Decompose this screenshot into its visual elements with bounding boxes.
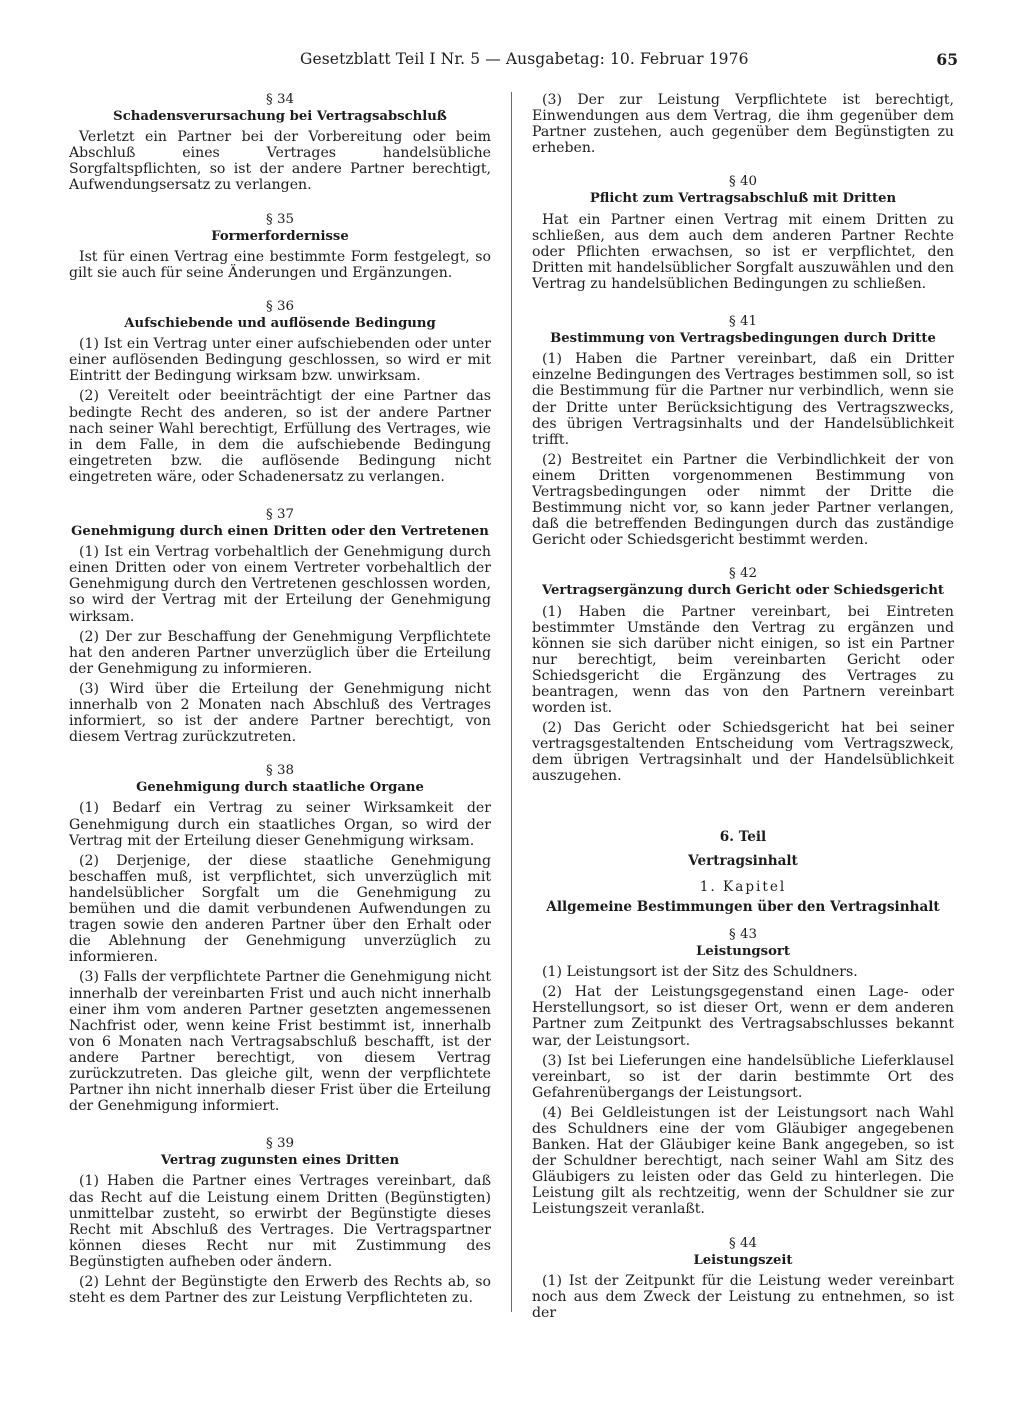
section-number: § 40 <box>729 174 757 190</box>
part-label: 6. Teil <box>719 828 767 845</box>
section-36 <box>69 299 491 485</box>
paragraph: (2) Das Gericht oder Schiedsgericht hat bei seiner vertragsgestaltenden Entscheidung vom Vertragszweck, dem übrigen Vertragsinhalt und der Handelsüblichkeit auszugehen. <box>532 720 954 785</box>
section-title: Genehmigung durch staatliche Organe <box>136 780 424 796</box>
paragraph: (1) Bedarf ein Vertrag zu seiner Wirksamkeit der Genehmigung durch ein staatliches Organ, so wird der Vertrag mit der Erteilung dieser Genehmigung wirksam. <box>69 800 491 849</box>
section-42 <box>532 566 954 784</box>
paragraph: (2) Vereitelt oder beeinträchtigt der eine Partner das bedingte Recht des anderen, so ist der andere Partner nach seiner Wahl berechtigt, Erfüllung des Vertrages, wie in dem Falle, in dem die aufschiebende Bedingung eingetreten bzw. die auflösende Bedingung nicht eingetreten wäre, oder Schadenersatz zu verlangen. <box>69 388 491 485</box>
paragraph: (3) Ist bei Lieferungen eine handelsübliche Lieferklausel vereinbart, so ist der darin bestimmte Ort des Gefahrenübergangs der Leistungsort. <box>532 1052 954 1101</box>
section-number: § 36 <box>266 298 294 314</box>
section-title: Vertrag zugunsten eines Dritten <box>160 1153 400 1169</box>
paragraph: Hat ein Partner einen Vertrag mit einem Dritten zu schließen, aus dem auch dem anderen Partner Rechte oder Pflichten erwachsen, so ist er verpflichtet, den Dritten mit handelsüblicher Sorgfalt auszuwählen und den Vertrag zu handelsüblichen Bedingungen zu schließen. <box>532 211 954 292</box>
section-title: Leistungsort <box>696 944 790 960</box>
paragraph: (1) Ist der Zeitpunkt für die Leistung weder vereinbart noch aus dem Zweck der Leistung zu entnehmen, so ist der <box>532 1272 954 1321</box>
section-37 <box>69 507 491 745</box>
right-column <box>532 92 954 1325</box>
section-38 <box>69 763 491 1114</box>
paragraph: (4) Bei Geldleistungen ist der Leistungsort nach Wahl des Schuldners eine der vom Gläubiger angegebenen Banken. Hat der Gläubiger keine Bank angegeben, so ist der Schuldner berechtigt, nach seiner Wahl am Sitz des Gläubigers zu leisten oder das Geld zu hinterlegen. Die Leistung gilt als rechtzeitig, wenn der Schuldner sie zur Leistungszeit veranlaßt. <box>532 1104 954 1218</box>
paragraph: (1) Haben die Partner vereinbart, bei Eintreten bestimmter Umstände den Vertrag zu ergänzen und können sie sich darüber nicht einigen, so ist ein Partner nur berechtigt, beim vereinbarten Gericht oder Schiedsgericht die Ergänzung des Vertrages zu beantragen, wenn das von den Partnern vereinbart worden ist. <box>532 603 954 717</box>
section-number: § 34 <box>266 92 294 107</box>
paragraph: (3) Der zur Leistung Verpflichtete ist berechtigt, Einwendungen aus dem Vertrag, die ihm gegenüber dem Partner zustehen, auch gegenüber dem Begünstigten zu erheben. <box>532 92 954 157</box>
section-title: Schadensverursachung bei Vertragsabschluß <box>113 109 447 125</box>
page-number: 65 <box>936 50 958 69</box>
section-number: § 37 <box>266 506 294 522</box>
section-number: § 44 <box>729 1235 757 1251</box>
paragraph: (3) Wird über die Erteilung der Genehmigung nicht innerhalb von 2 Monaten nach Abschluß des Vertrages informiert, so ist der andere Partner berechtigt, von diesem Vertrag zurückzutreten. <box>69 680 491 746</box>
chapter-label: 1. Kapitel <box>699 878 787 895</box>
paragraph: (2) Hat der Leistungsgegenstand einen Lage- oder Herstellungsort, so ist dieser Ort, wenn er dem anderen Partner zum Zeitpunkt des Vertragsabschlusses bekannt war, der Leistungsort. <box>532 984 954 1049</box>
paragraph: (1) Ist ein Vertrag vorbehaltlich der Genehmigung durch einen Dritten oder von einem Vertreter vorbehaltlich der Genehmigung durch den Vertretenen geschlossen worden, so wird der Vertrag mit der Erteilung der Genehmigung wirksam. <box>69 544 491 625</box>
left-column <box>69 92 491 1310</box>
section-number: § 43 <box>729 926 757 942</box>
paragraph: (1) Haben die Partner vereinbart, daß ein Dritter einzelne Bedingungen des Vertrages bestimmen soll, so ist die Bestimmung für die Partner nur verbindlich, wenn sie der Dritte unter Berücksichtigung des Vertragszwecks, des übrigen Vertragsinhalts und der Handelsüblichkeit trifft. <box>532 351 954 448</box>
section-number: § 42 <box>729 566 757 582</box>
section-title: Vertragsergänzung durch Gericht oder Schiedsgericht <box>541 583 945 599</box>
section-number: § 41 <box>729 314 757 330</box>
section-44 <box>532 1236 954 1321</box>
paragraph: (2) Lehnt der Begünstigte den Erwerb des Rechts ab, so steht es dem Partner des zur Leistung Verpflichteten zu. <box>69 1274 491 1307</box>
gazette-title: Gesetzblatt Teil I Nr. 5 — Ausgabetag: 10. Februar 1976 <box>300 50 749 68</box>
section-title: Pflicht zum Vertragsabschluß mit Dritten <box>589 191 897 207</box>
part-title: Vertragsinhalt <box>688 852 798 869</box>
section-39 <box>69 1136 491 1306</box>
paragraph: (1) Haben die Partner eines Vertrages vereinbart, daß das Recht auf die Leistung einem Dritten (Begünstigten) unmittelbar zusteht, so erwirbt der Begünstigte dieses Recht mit Abschluß des Vertrages. Die Vertragspartner können dieses Recht nur mit Zustimmung des Begünstigten aufheben oder ändern. <box>69 1173 491 1270</box>
section-title: Bestimmung von Vertragsbedingungen durch Dritte <box>550 331 936 347</box>
section-number: § 35 <box>266 211 294 227</box>
paragraph: (1) Ist ein Vertrag unter einer aufschiebenden oder unter einer auflösenden Bedingung geschlossen, so wird er mit Eintritt der Bedingung wirksam bzw. unwirksam. <box>69 336 491 385</box>
chapter-title: Allgemeine Bestimmungen über den Vertragsinhalt <box>546 898 940 915</box>
section-title: Genehmigung durch einen Dritten oder den Vertretenen <box>71 524 489 540</box>
section-43 <box>532 927 954 1218</box>
paragraph: (2) Der zur Beschaffung der Genehmigung Verpflichtete hat den anderen Partner unverzüglich über die Erteilung der Genehmigung zu informieren. <box>69 628 491 677</box>
section-title: Aufschiebende und auflösende Bedingung <box>124 316 436 332</box>
section-title: Leistungszeit <box>693 1252 793 1268</box>
section-number: § 38 <box>266 763 294 779</box>
section-34 <box>69 92 491 194</box>
section-title: Formerfordernisse <box>211 228 349 244</box>
section-35 <box>69 212 491 281</box>
paragraph: Verletzt ein Partner bei der Vorbereitung oder beim Abschluß eines Vertrages handelsübliche Sorgfaltspflichten, so ist der andere Partner berechtigt, Aufwendungsersatz zu verlangen. <box>69 129 491 194</box>
section-number: § 39 <box>266 1136 294 1152</box>
paragraph: (1) Leistungsort ist der Sitz des Schuldners. <box>542 964 858 981</box>
paragraph: (2) Derjenige, der diese staatliche Genehmigung beschaffen muß, ist verpflichtet, sich unverzüglich mit handelsüblicher Sorgfalt um die Genehmigung zu bemühen und die damit verbundenen Aufwendungen zu tragen sowie den anderen Partner über den Erhalt oder die Ablehnung der Genehmigung unverzüglich zu informieren. <box>69 852 491 966</box>
page-header <box>60 50 958 80</box>
paragraph: (3) Falls der verpflichtete Partner die Genehmigung nicht innerhalb der vereinbarten Frist und auch nicht innerhalb einer ihm vom anderen Partner gesetzten angemessenen Nachfrist oder, wenn keine Frist bestimmt ist, innerhalb von 6 Monaten nach Vertragsabschluß beschafft, ist der andere Partner berechtigt, von diesem Vertrag zurückzutreten. Das gleiche gilt, wenn der verpflichtete Partner ihn nicht innerhalb dieser Frist über die Erteilung der Genehmigung informiert. <box>69 969 491 1115</box>
paragraph: (2) Bestreitet ein Partner die Verbindlichkeit der von einem Dritten vorgenommenen Bestimmung von Vertragsbedingungen oder nimmt der Dritte die Bestimmung nicht vor, so kann jeder Partner verlangen, daß die betreffenden Bedingungen durch das zuständige Gericht oder Schiedsgericht bestimmt werden. <box>532 451 954 549</box>
paragraph: Ist für einen Vertrag eine bestimmte Form festgelegt, so gilt sie auch für seine Änderungen und Ergänzungen. <box>69 248 491 281</box>
column-divider <box>511 92 512 1312</box>
section-40 <box>532 174 954 292</box>
section-41 <box>532 314 954 548</box>
